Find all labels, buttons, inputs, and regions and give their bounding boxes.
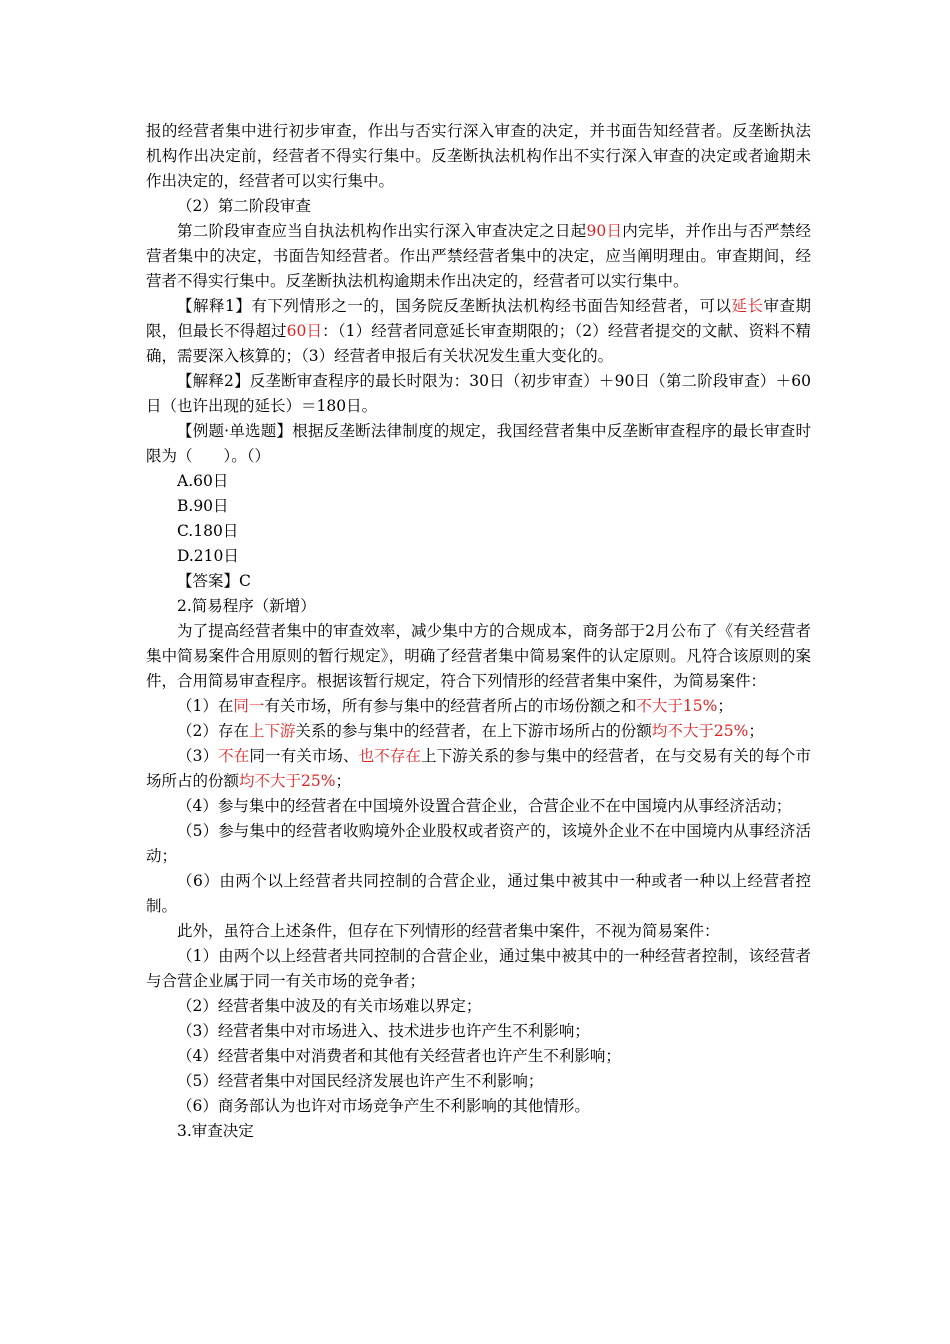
text-run: （3） bbox=[177, 747, 219, 765]
text-run: 【解释2】反垄断审查程序的最长时限为：30日（初步审查）＋90日（第二阶段审查）＋60日（也许出现的延长）＝180日。 bbox=[146, 372, 811, 415]
text-run: 关系的参与集中的经营者，在上下游市场所占的份额 bbox=[295, 722, 652, 740]
highlighted-text: 同一 bbox=[233, 697, 265, 715]
document-page bbox=[146, 119, 811, 1144]
text-run: （2）经营者集中波及的有关市场难以界定； bbox=[177, 997, 482, 1015]
text-run: 2.简易程序（新增） bbox=[177, 597, 316, 615]
paragraph bbox=[146, 919, 811, 944]
paragraph bbox=[146, 369, 811, 419]
text-run: （2）存在 bbox=[177, 722, 249, 740]
text-run: 同一有关市场、 bbox=[249, 747, 359, 765]
text-run: 为了提高经营者集中的审查效率，减少集中方的合规成本，商务部于2月公布了《有关经营者集中简易案件合用原则的暂行规定》，明确了经营者集中简易案件的认定原则。凡符合该原则的案件，合用简易审查程序。根据该暂行规定，符合下列情形的经营者集中案件，为简易案件： bbox=[146, 622, 811, 690]
paragraph bbox=[146, 219, 811, 294]
paragraph bbox=[146, 1044, 811, 1069]
highlighted-text: 上下游 bbox=[248, 722, 296, 740]
text-run: 【答案】C bbox=[177, 572, 251, 590]
highlighted-text: 均不大于25% bbox=[651, 722, 749, 740]
paragraph bbox=[146, 119, 811, 194]
text-run: 有关市场，所有参与集中的经营者所占的市场份额之和 bbox=[264, 697, 637, 715]
text-run: 审查期限，但最长不得超过 bbox=[146, 297, 811, 340]
text-run: ； bbox=[748, 722, 764, 740]
paragraph bbox=[146, 594, 811, 619]
text-run: ； bbox=[717, 697, 733, 715]
paragraph bbox=[146, 719, 811, 744]
text-run: （1）在 bbox=[177, 697, 234, 715]
paragraph bbox=[146, 194, 811, 219]
text-run: （3）经营者集中对市场进入、技术进步也许产生不利影响； bbox=[177, 1022, 590, 1040]
paragraph bbox=[146, 544, 811, 569]
text-run: B.90日 bbox=[177, 497, 229, 515]
highlighted-text: 均不大于25% bbox=[239, 772, 336, 790]
paragraph bbox=[146, 744, 811, 794]
text-run: （6）商务部认为也许对市场竞争产生不利影响的其他情形。 bbox=[177, 1097, 590, 1115]
text-run: （6）由两个以上经营者共同控制的合营企业，通过集中被其中一种或者一种以上经营者控制。 bbox=[146, 872, 811, 915]
text-run: ； bbox=[335, 772, 351, 790]
text-run: 上下游关系的参与集中的经营者，在与交易有关的每个市场所占的份额 bbox=[146, 747, 811, 790]
paragraph bbox=[146, 1019, 811, 1044]
paragraph bbox=[146, 469, 811, 494]
text-run: C.180日 bbox=[177, 522, 239, 540]
text-run: （4）经营者集中对消费者和其他有关经营者也许产生不利影响； bbox=[177, 1047, 621, 1065]
text-run: 报的经营者集中进行初步审查，作出与否实行深入审查的决定，并书面告知经营者。反垄断执法机构作出决定前，经营者不得实行集中。反垄断执法机构作出不实行深入审查的决定或者逾期未作出决定的，经营者可以实行集中。 bbox=[146, 122, 811, 190]
paragraph bbox=[146, 794, 811, 819]
text-run: 3.审查决定 bbox=[177, 1122, 254, 1140]
paragraph bbox=[146, 569, 811, 594]
highlighted-text: 也不存在 bbox=[358, 747, 422, 765]
paragraph bbox=[146, 619, 811, 694]
text-run: 此外，虽符合上述条件，但存在下列情形的经营者集中案件，不视为简易案件： bbox=[177, 922, 720, 940]
paragraph bbox=[146, 1119, 811, 1144]
paragraph bbox=[146, 294, 811, 369]
highlighted-text: 延长 bbox=[731, 297, 764, 315]
text-run: ：（1）经营者同意延长审查期限的；（2）经营者提交的文献、资料不精确，需要深入核算的；（3）经营者申报后有关状况发生重大变化的。 bbox=[146, 322, 811, 365]
paragraph bbox=[146, 519, 811, 544]
text-run: （1）由两个以上经营者共同控制的合营企业，通过集中被其中的一种经营者控制，该经营者与合营企业属于同一有关市场的竞争者； bbox=[146, 947, 811, 990]
text-run: 内完毕，并作出与否严禁经营者集中的决定，书面告知经营者。作出严禁经营者集中的决定，应当阐明理由。审查期间，经营者不得实行集中。反垄断执法机构逾期未作出决定的，经营者可以实行集中。 bbox=[146, 222, 811, 290]
highlighted-text: 60日 bbox=[286, 322, 323, 340]
paragraph bbox=[146, 994, 811, 1019]
highlighted-text: 不大于15% bbox=[636, 697, 718, 715]
highlighted-text: 不在 bbox=[218, 747, 250, 765]
highlighted-text: 90日 bbox=[586, 222, 623, 240]
paragraph bbox=[146, 694, 811, 719]
text-run: 第二阶段审查应当自执法机构作出实行深入审查决定之日起 bbox=[177, 222, 587, 240]
paragraph bbox=[146, 944, 811, 994]
paragraph bbox=[146, 869, 811, 919]
text-run: （5）经营者集中对国民经济发展也许产生不利影响； bbox=[177, 1072, 544, 1090]
text-run: 【例题·单选题】根据反垄断法律制度的规定，我国经营者集中反垄断审查程序的最长审查时限为（ ）。（） bbox=[146, 422, 811, 465]
text-run: （4）参与集中的经营者在中国境外设置合营企业，合营企业不在中国境内从事经济活动； bbox=[177, 797, 792, 815]
text-run: D.210日 bbox=[177, 547, 239, 565]
text-run: A.60日 bbox=[177, 472, 229, 490]
paragraph bbox=[146, 494, 811, 519]
paragraph bbox=[146, 1094, 811, 1119]
paragraph bbox=[146, 1069, 811, 1094]
paragraph bbox=[146, 819, 811, 869]
text-run: （2）第二阶段审查 bbox=[177, 197, 311, 215]
text-run: （5）参与集中的经营者收购境外企业股权或者资产的，该境外企业不在中国境内从事经济活动； bbox=[146, 822, 811, 865]
text-run: 【解释1】有下列情形之一的，国务院反垄断执法机构经书面告知经营者，可以 bbox=[177, 297, 732, 315]
paragraph bbox=[146, 419, 811, 469]
